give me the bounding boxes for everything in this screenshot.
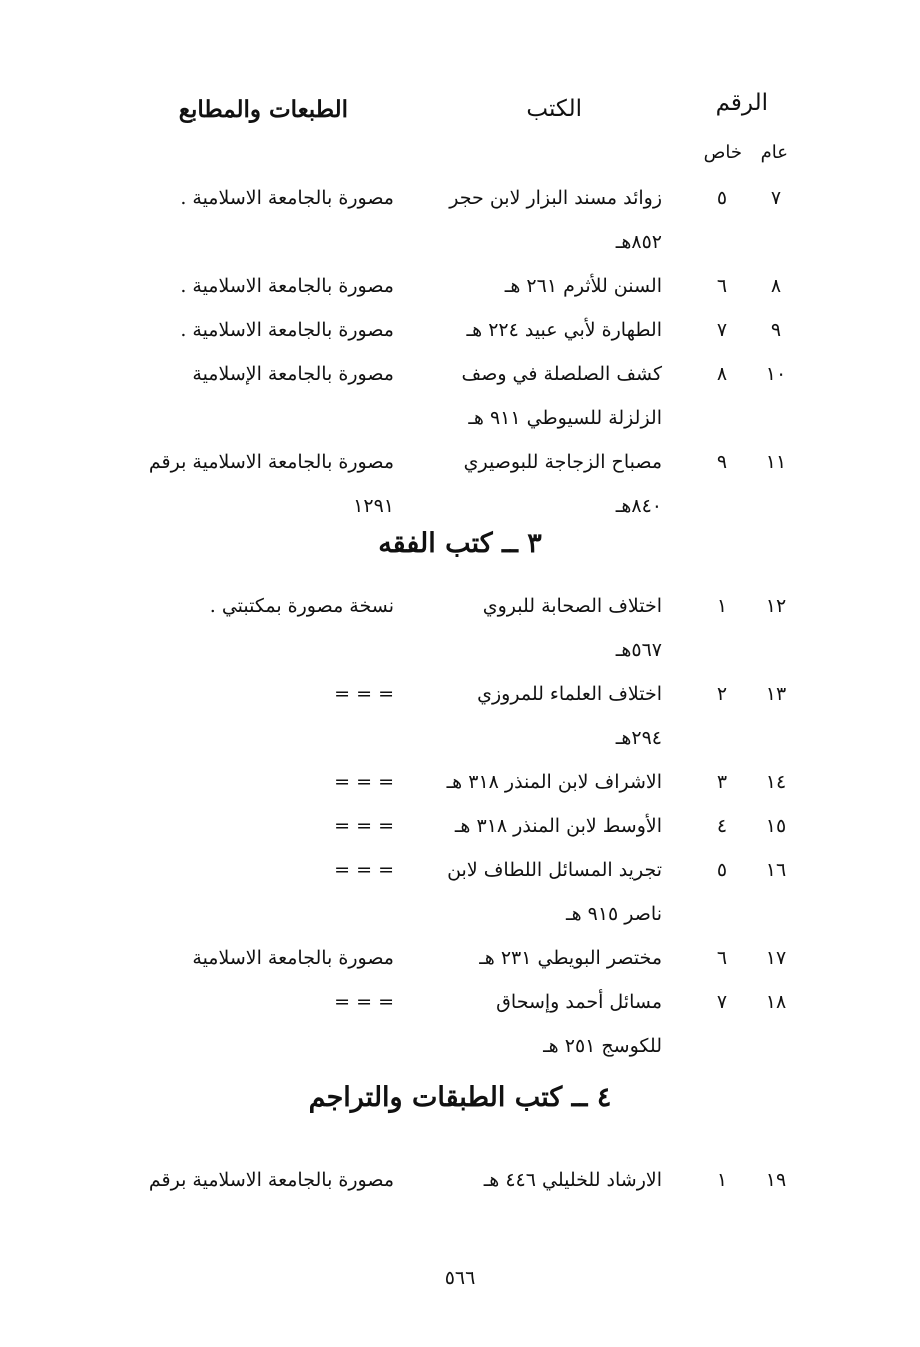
edition-info bbox=[4, 440, 394, 528]
edition-line: مصورة بالجامعة الاسلامية . bbox=[180, 187, 394, 209]
book-title bbox=[402, 672, 662, 760]
special-number: ٦ bbox=[716, 275, 728, 297]
book-title-line: ٥٦٧هـ bbox=[615, 639, 662, 661]
edition-info bbox=[4, 176, 394, 220]
general-number: ١٧ bbox=[765, 947, 787, 969]
special-number: ٨ bbox=[716, 363, 728, 385]
header-number: الرقم bbox=[715, 90, 768, 116]
book-title-line: مختصر البويطي ٢٣١ هـ bbox=[479, 947, 662, 969]
general-number: ١٤ bbox=[765, 771, 787, 793]
section-title-tabaqat: ٤ ــ كتب الطبقات والتراجم bbox=[308, 1082, 612, 1113]
edition-info bbox=[4, 1158, 394, 1202]
book-title-line: ٨٥٢هـ bbox=[615, 231, 662, 253]
general-number: ٧ bbox=[770, 187, 782, 209]
edition-info bbox=[4, 584, 394, 628]
book-title-line: تجريد المسائل اللطاف لابن bbox=[447, 859, 662, 881]
page-number: ٥٦٦ bbox=[444, 1267, 476, 1289]
edition-line: ١٢٩١ bbox=[353, 495, 394, 517]
edition-line: = = = bbox=[334, 771, 394, 793]
special-number: ١ bbox=[716, 595, 728, 617]
special-number: ٧ bbox=[716, 991, 728, 1013]
general-number: ١٦ bbox=[765, 859, 787, 881]
book-title bbox=[402, 308, 662, 352]
edition-line: نسخة مصورة بمكتبتي . bbox=[209, 595, 394, 617]
edition-line: مصورة بالجامعة الاسلامية برقم bbox=[148, 1169, 394, 1191]
book-title bbox=[402, 848, 662, 936]
special-number: ١ bbox=[716, 1169, 728, 1191]
header-editions: الطبعات والمطابع bbox=[178, 96, 348, 123]
edition-line: = = = bbox=[334, 815, 394, 837]
edition-line: مصورة بالجامعة الإسلامية bbox=[192, 363, 394, 385]
header-books: الكتب bbox=[526, 96, 582, 122]
book-title bbox=[402, 1158, 662, 1202]
general-number: ١٩ bbox=[765, 1169, 787, 1191]
edition-line: مصورة بالجامعة الاسلامية . bbox=[180, 319, 394, 341]
book-title-line: السنن للأثرم ٢٦١ هـ bbox=[504, 275, 662, 297]
book-title bbox=[402, 804, 662, 848]
edition-info bbox=[4, 848, 394, 892]
book-title-line: مسائل أحمد وإسحاق bbox=[496, 991, 662, 1013]
edition-info bbox=[4, 936, 394, 980]
general-number: ٩ bbox=[770, 319, 782, 341]
edition-info bbox=[4, 672, 394, 716]
edition-line: = = = bbox=[334, 859, 394, 881]
header-general: عام bbox=[760, 142, 788, 163]
book-title-line: ٢٩٤هـ bbox=[615, 727, 662, 749]
edition-info bbox=[4, 264, 394, 308]
book-title bbox=[402, 760, 662, 804]
edition-info bbox=[4, 804, 394, 848]
edition-line: مصورة بالجامعة الاسلامية . bbox=[180, 275, 394, 297]
edition-info bbox=[4, 308, 394, 352]
edition-line: مصورة بالجامعة الاسلامية برقم bbox=[148, 451, 394, 473]
book-title bbox=[402, 936, 662, 980]
special-number: ٧ bbox=[716, 319, 728, 341]
book-title-line: ٨٤٠هـ bbox=[615, 495, 662, 517]
special-number: ٥ bbox=[716, 859, 728, 881]
edition-line: = = = bbox=[334, 683, 394, 705]
book-title-line: اختلاف العلماء للمروزي bbox=[477, 683, 662, 705]
general-number: ٨ bbox=[770, 275, 782, 297]
book-title-line: الزلزلة للسيوطي ٩١١ هـ bbox=[468, 407, 662, 429]
book-title-line: الأوسط لابن المنذر ٣١٨ هـ bbox=[454, 815, 662, 837]
edition-line: = = = bbox=[334, 991, 394, 1013]
general-number: ١٣ bbox=[765, 683, 787, 705]
edition-line: مصورة بالجامعة الاسلامية bbox=[192, 947, 394, 969]
special-number: ٤ bbox=[716, 815, 728, 837]
book-title-line: مصباح الزجاجة للبوصيري bbox=[463, 451, 662, 473]
book-title bbox=[402, 980, 662, 1068]
edition-info bbox=[4, 980, 394, 1024]
general-number: ١٠ bbox=[765, 363, 787, 385]
header-special: خاص bbox=[703, 142, 742, 163]
book-title-line: الارشاد للخليلي ٤٤٦ هـ bbox=[483, 1169, 662, 1191]
book-title-line: الاشراف لابن المنذر ٣١٨ هـ bbox=[446, 771, 662, 793]
book-title-line: اختلاف الصحابة للبروي bbox=[482, 595, 662, 617]
special-number: ٥ bbox=[716, 187, 728, 209]
book-title bbox=[402, 264, 662, 308]
edition-info bbox=[4, 352, 394, 396]
book-title bbox=[402, 440, 662, 528]
book-title-line: الطهارة لأبي عبيد ٢٢٤ هـ bbox=[466, 319, 662, 341]
general-number: ١١ bbox=[765, 451, 787, 473]
book-title bbox=[402, 352, 662, 440]
special-number: ٢ bbox=[716, 683, 728, 705]
general-number: ١٨ bbox=[765, 991, 787, 1013]
special-number: ٩ bbox=[716, 451, 728, 473]
general-number: ١٢ bbox=[765, 595, 787, 617]
edition-info bbox=[4, 760, 394, 804]
book-title-line: كشف الصلصلة في وصف bbox=[461, 363, 662, 385]
book-title bbox=[402, 176, 662, 264]
book-title-line: زوائد مسند البزار لابن حجر bbox=[449, 187, 662, 209]
section-title-fiqh: ٣ ــ كتب الفقه bbox=[378, 528, 542, 559]
book-title-line: ناصر ٩١٥ هـ bbox=[566, 903, 662, 925]
book-title bbox=[402, 584, 662, 672]
special-number: ٣ bbox=[716, 771, 728, 793]
general-number: ١٥ bbox=[765, 815, 787, 837]
special-number: ٦ bbox=[716, 947, 728, 969]
book-title-line: للكوسج ٢٥١ هـ bbox=[543, 1035, 662, 1057]
